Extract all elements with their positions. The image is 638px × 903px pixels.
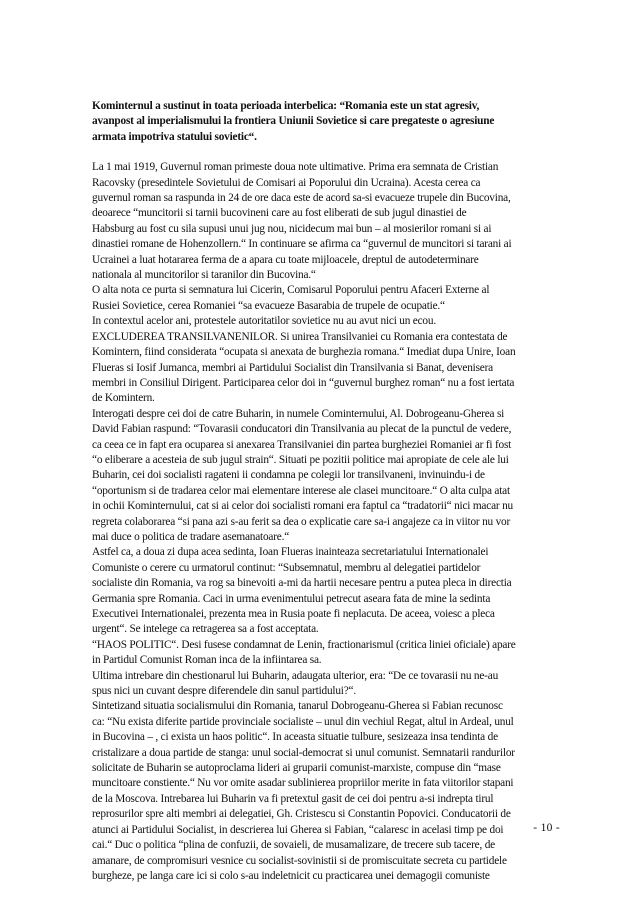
document-text [92, 99, 560, 884]
body-line: Interogati despre cei doi de catre Buharin, in numele Cominternului, Al. Dobrogeanu-Gherea si [92, 407, 505, 420]
body-line: in ochii Kominternului, cat si ai celor doi socialisti romani era faptul ca “tradatorii“ nici macar nu [92, 500, 513, 513]
body-line: de Komintern. [92, 392, 155, 405]
body-line: Habsburg au fost cu sila supusi unui jug nou, nicidecum mai bun – al mosierilor romani si ai [92, 222, 492, 235]
body-line: Sintetizand situatia socialismului din Romania, tanarul Dobrogeanu-Gherea si Fabian recunosc [92, 700, 503, 713]
body-line: “HAOS POLITIC“. Desi fusese condamnat de Lenin, fractionarismul (critica liniei oficiale) apare [92, 638, 516, 651]
paragraph-gap [92, 145, 560, 160]
body-line: Executivei Internationalei, prezenta mea in Rusia poate fi neplacuta. De aceea, voiesc a pleca [92, 608, 495, 620]
body-line: urgent“. Se intelege ca retragerea sa a fost acceptata. [92, 623, 319, 636]
body-line: solicitate de Buharin se autoproclama lideri ai gruparii comunist-marxiste, compuse din “mase [92, 762, 501, 775]
body-line: de la Moscova. Intrebarea lui Buharin va fi pretextul gasit de cei doi pentru a-si indrepta tirul [92, 792, 494, 805]
body-line: EXCLUDEREA TRANSILVANENILOR. Si unirea Transilvaniei cu Romania era contestata de [92, 330, 508, 343]
heading-line: armata impotriva statului sovietic“. [92, 130, 257, 143]
body-line: nationala al muncitorilor si taranilor din Bucovina.“ [92, 269, 316, 282]
section-heading [92, 99, 560, 145]
body-line: Astfel ca, a doua zi dupa acea sedinta, Ioan Flueras inainteaza secretariatului Internationalei [92, 546, 489, 559]
page-number: - 10 - [533, 822, 560, 834]
heading-line: Kominternul a sustinut in toata perioada interbelica: “Romania este un stat agresiv, [92, 100, 480, 112]
body-line: regreta colaborarea “si pana azi s-au ferit sa dea o explicatie care sa-i angajeze ca in viitor nu vor [92, 515, 511, 528]
body-line: Komintern, fiind considerata “ocupata si anexata de burghezia romana.“ Imediat dupa Unire, Ioan [92, 346, 516, 359]
body-line: cristalizare a doua partide de stanga: unul social-democrat si unul comunist. Semnatarii randurilor [92, 746, 515, 759]
body-line: in Partidul Comunist Roman inca de la infiintarea sa. [92, 654, 322, 667]
body-line: ca: “Nu exista diferite partide provinciale socialiste – unul din vechiul Regat, altul in Ardeal, unul [92, 715, 514, 728]
body-line: mai duce o politica de tradare asemanatoare.“ [92, 530, 290, 543]
body-line: La 1 mai 1919, Guvernul roman primeste doua note ultimative. Prima era semnata de Cristian [92, 161, 499, 174]
body-line: in Bucovina – , ci exista un haos politic“. In aceasta situatie tulbure, sesizeaza insa tendinta de [92, 731, 498, 744]
body-line: membri in Consiliul Dirigent. Participarea celor doi in “guvernul burghez roman“ nu a fost iertata [92, 376, 515, 389]
body-line: Germania spre Romania. Caci in urma evenimentului petrecut aseara fata de mine la sedinta [92, 592, 491, 605]
body-line: spus nici un cuvant despre diferendele din sanul partidului?“. [92, 685, 356, 698]
body-line: Flueras si Iosif Jumanca, membri ai Partidului Socialist din Transilvania si Banat, devenisera [92, 361, 493, 374]
body-line: Rusiei Sovietice, cerea Romaniei “sa evacueze Basarabia de trupele de ocupatie.“ [92, 299, 445, 312]
body-line: burgheze, pe langa care ici si colo s-au indeletnicit cu practicarea unei demagogii comuniste [92, 869, 490, 882]
body-line: Buharin, cei doi socialisti ragateni ii condamna pe colegii lor transilvaneni, invinuindu-i de [92, 469, 485, 482]
body-line: David Fabian raspund: “Tovarasii conducatori din Transilvania au plecat de la punctul de vedere, [92, 423, 512, 436]
body-line: amanare, de compromisuri vesnice cu socialist-sovinistii si de promiscuitate secreta cu partidele [92, 854, 507, 867]
body-line: guvernul roman sa raspunda in 24 de ore daca este de acord sa-si evacueze trupele din Bucovina, [92, 192, 511, 205]
body-line: deoarece “muncitorii si tarnii bucovineni care au fost eliberati de sub jugul dinastiei de [92, 207, 467, 220]
body-line: atunci ai Partidului Socialist, in descrierea lui Gherea si Fabian, “calaresc in acelasi timp pe doi [92, 823, 504, 836]
body-line: Racovsky (presedintele Sovietului de Comisari ai Poporului din Ucraina). Acesta cerea ca [92, 176, 481, 189]
body-line: Ultima intrebare din chestionarul lui Buharin, adaugata ulterior, era: “De ce tovarasii nu ne-au [92, 669, 499, 682]
body-line: dinastiei romane de Hohenzollern.“ In continuare se afirma ca “guvernul de muncitori si tarani ai [92, 238, 512, 251]
body-line: muncitoare constiente.“ Nu vor omite asadar sublinierea propriilor merite in fata viitorilor stapani [92, 777, 514, 790]
body-text [92, 160, 560, 884]
body-line: cai.“ Duc o politica “plina de confuzii, de sovaieli, de musamalizare, de trecere sub tacere, de [92, 839, 495, 852]
body-line: Comuniste o cerere cu urmatorul continut: “Subsemnatul, membru al delegatiei partidelor [92, 561, 481, 574]
body-line: Ucrainei a luat hotararea ferma de a apara cu toate mijloacele, dreptul de autodeterminare [92, 253, 479, 266]
body-line: “oportunism si de tradarea celor mai elementare interese ale clasei muncitoare.“ O alta culpa atat [92, 484, 510, 497]
heading-line: avanpost al imperialismului la frontiera Uniunii Sovietice si care pregateste o agresiune [92, 115, 495, 128]
body-line: reprosurilor spre alti membri ai delegatiei, Gh. Cristescu si Constantin Popovici. Conducatorii de [92, 808, 511, 821]
body-line: “o eliberare a acesteia de sub jugul strain“. Situati pe pozitii politice mai apropiate de cele ale lui [92, 453, 509, 466]
body-line: socialiste din Romania, va rog sa binevoiti a-mi da hartii necesare pentru a putea pleca in directia [92, 577, 512, 590]
body-line: O alta nota ce purta si semnatura lui Cicerin, Comisarul Poporului pentru Afaceri Externe al [92, 284, 490, 297]
body-line: In contextul acelor ani, protestele autoritatilor sovietice nu au avut nici un ecou. [92, 315, 436, 328]
body-line: ca ceea ce in fapt era ocuparea si anexarea Transilvaniei din partea burgheziei Romaniei ar fi fost [92, 438, 512, 451]
